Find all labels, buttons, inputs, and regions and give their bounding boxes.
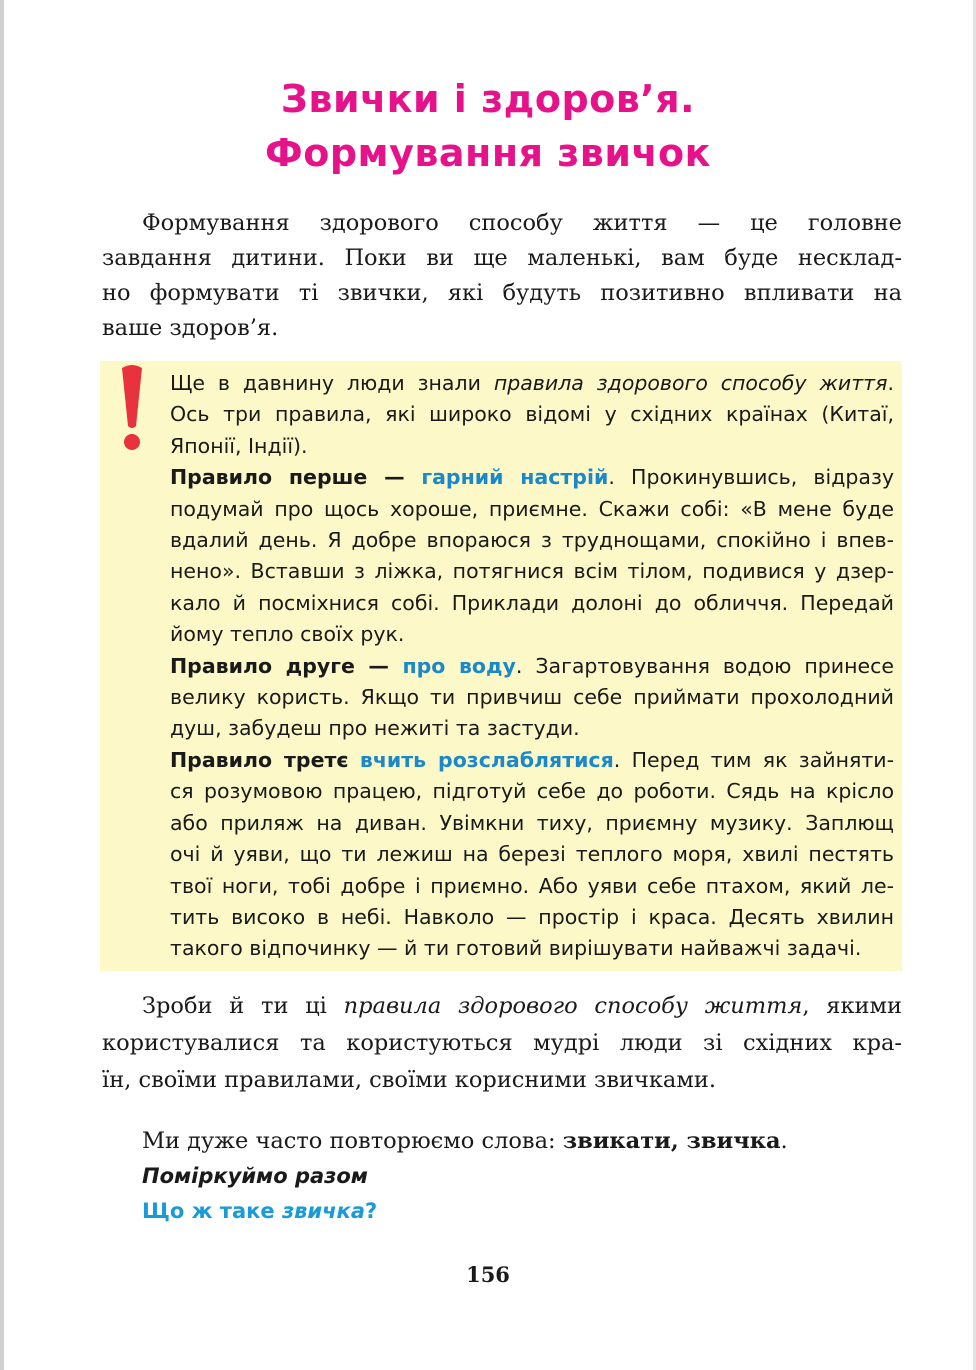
text: Ще в давнину люди знали xyxy=(170,371,494,395)
rule-2-heading xyxy=(170,651,894,682)
intro-line: ваше здоров’я. xyxy=(102,315,279,341)
notice-line: твої ноги, тобі добре і приємно. Або уяви себе птахом, який ле- xyxy=(170,873,894,898)
text: , якими xyxy=(802,993,903,1019)
intro-line: завдання дитини. Поки ви ще маленькі, вам буде несклад- xyxy=(102,245,902,271)
notice-line: вдалий день. Я добре впораюся з труднощами, спокійно і впев- xyxy=(170,528,894,553)
notice-line: Ось три правила, які широко відомі у східних країнах (Китаї, xyxy=(170,402,894,427)
notice-line: або приляж на диван. Увімкни тиху, приємну музику. Заплющ xyxy=(170,810,894,835)
title-line-1: Звички і здоров’я. xyxy=(280,77,696,121)
notice-line: подумай про щось хороше, приємне. Скажи собі: «В мене буде xyxy=(170,496,894,521)
notice-line: ся розумовою працею, підготуй себе до роботи. Сядь на крісло xyxy=(170,779,894,804)
rules-text xyxy=(170,368,894,965)
text: . Прокинувшись, відразу xyxy=(608,465,894,490)
intro-paragraph xyxy=(102,206,902,346)
notice-line: тить високо в небі. Навколо — простір і краса. Десять хвилин xyxy=(170,904,894,929)
exclamation-dot xyxy=(124,434,140,450)
discussion-block xyxy=(142,1124,902,1229)
notice-line: велику користь. Якщо ти привчиш себе приймати прохолодний xyxy=(170,685,894,710)
text: Ми дуже часто повторюємо слова: xyxy=(142,1128,563,1154)
rule-label: Правило перше xyxy=(170,465,368,490)
rule-name: гарний настрій xyxy=(421,465,609,490)
discussion-question xyxy=(142,1194,902,1229)
notice-line: такого відпочинку — й ти готовий вирішувати найважчі задачі. xyxy=(170,936,862,961)
italic-term: правила здорового способу життя xyxy=(493,371,888,395)
bold-term: звикати, звичка xyxy=(562,1128,781,1154)
notice-line: душ, забудеш про нежиті та застуди. xyxy=(170,716,580,741)
italic-term: звичка xyxy=(281,1199,365,1223)
rule-label: Правило друге xyxy=(170,653,355,678)
page-edge-left xyxy=(0,0,4,1370)
text: ? xyxy=(364,1199,378,1223)
page-title xyxy=(0,72,976,180)
exclamation-icon xyxy=(112,360,152,460)
text: . xyxy=(887,371,894,395)
text: . xyxy=(780,1128,788,1154)
italic-term: правила здорового способу життя xyxy=(343,993,803,1019)
notice-line xyxy=(170,368,894,399)
outro-line: користувалися та користуються мудрі люди зі східних кра- xyxy=(102,1030,902,1056)
text: . Перед тим як зайняти- xyxy=(613,747,894,772)
text: Зроби й ти ці xyxy=(142,993,344,1019)
outro-line xyxy=(102,988,902,1025)
intro-line: Формування здорового способу життя — це головне xyxy=(142,210,902,236)
exclamation-bar xyxy=(122,365,142,428)
rule-name: вчить розслаблятися xyxy=(359,747,614,772)
rule-1-heading xyxy=(170,462,894,493)
intro-line: но формувати ті звички, які будуть позитивно впливати на xyxy=(102,280,902,306)
title-line-2: Формування звичок xyxy=(265,131,711,175)
notice-line: йому тепло своїх рук. xyxy=(170,622,405,647)
discussion-prompt: Поміркуймо разом xyxy=(142,1164,368,1188)
outro-paragraph xyxy=(102,988,902,1099)
rule-label: Правило третє xyxy=(170,747,349,772)
rule-name: про воду xyxy=(402,653,516,678)
dash: — xyxy=(367,465,422,490)
text: Що ж таке xyxy=(142,1199,282,1223)
dash: — xyxy=(354,653,403,678)
outro-line: їн, своїми правилами, своїми корисними звичками. xyxy=(102,1067,716,1093)
notice-line: кало й посміхнися собі. Приклади долоні до обличчя. Передай xyxy=(170,590,894,615)
notice-line: очі й уяви, що ти лежиш на березі теплого моря, хвилі пестять xyxy=(170,842,894,867)
discussion-line xyxy=(142,1124,902,1159)
rule-3-heading xyxy=(170,745,894,776)
page-number: 156 xyxy=(466,1262,510,1287)
notice-line: Японії, Індії). xyxy=(170,433,308,458)
dash xyxy=(349,748,360,772)
text: . Загартовування водою принесе xyxy=(515,653,894,678)
notice-line: нено». Вставши з ліжка, потягнися всім тілом, подивися у дзер- xyxy=(170,559,894,584)
